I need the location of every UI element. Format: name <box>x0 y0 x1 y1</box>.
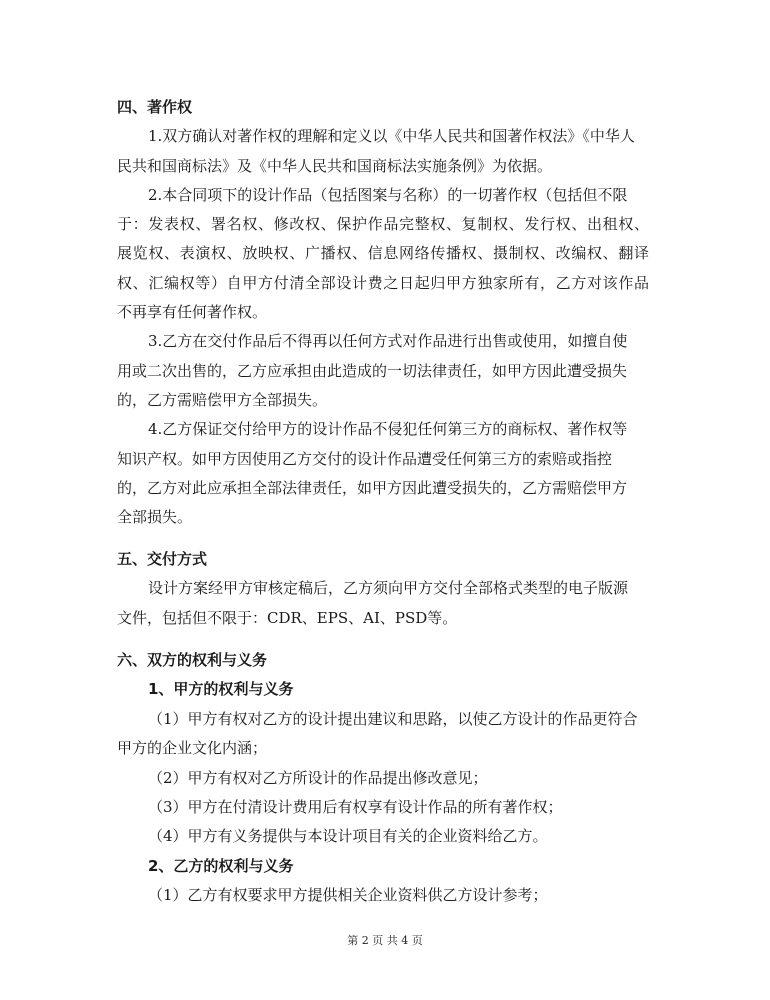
paragraph-line: 甲方的企业文化内涵； <box>117 739 268 757</box>
paragraph-line: 展览权、表演权、放映权、广播权、信息网络传播权、摄制权、改编权、翻译 <box>117 244 649 262</box>
paragraph-line: 1.双方确认对著作权的理解和定义以《中华人民共和国著作权法》《中华人 <box>148 127 635 145</box>
paragraph-line: 民共和国商标法》及《中华人民共和国商标法实施条例》为依据。 <box>117 157 553 175</box>
paragraph-line: 用或二次出售的，乙方应承担由此造成的一切法律责任，如甲方因此遭受损失 <box>117 362 628 380</box>
paragraph-line: （1）甲方有权对乙方的设计提出建议和思路，以使乙方设计的作品更符合 <box>148 710 638 728</box>
paragraph-line: 的，乙方对此应承担全部法律责任，如甲方因此遭受损失的，乙方需赔偿甲方 <box>117 479 628 497</box>
paragraph-line: 文件，包括但不限于：CDR、EPS、AI、PSD等。 <box>117 609 458 627</box>
paragraph-line: 设计方案经甲方审核定稿后，乙方须向甲方交付全部格式类型的电子版源 <box>148 579 629 597</box>
paragraph-line: 知识产权。如甲方因使用乙方交付的设计作品遭受任何第三方的索赔或指控 <box>117 450 613 468</box>
paragraph-line: （3）甲方在付清设计费用后有权享有设计作品的所有著作权； <box>148 798 563 816</box>
paragraph-line: 不再享有任何著作权。 <box>117 303 268 321</box>
paragraph-line: （1）乙方有权要求甲方提供相关企业资料供乙方设计参考； <box>148 886 548 904</box>
page-number-footer: 第 2 页 共 4 页 <box>347 934 423 947</box>
subsection-heading-party-b: 2、乙方的权利与义务 <box>148 857 294 875</box>
paragraph-line: （4）甲方有义务提供与本设计项目有关的企业资料给乙方。 <box>148 827 548 845</box>
paragraph-line: 的，乙方需赔偿甲方全部损失。 <box>117 391 328 409</box>
paragraph-line: 2.本合同项下的设计作品（包括图案与名称）的一切著作权（包括但不限 <box>148 186 628 204</box>
subsection-heading-party-a: 1、甲方的权利与义务 <box>148 680 294 698</box>
section-heading-copyright: 四、著作权 <box>117 98 193 116</box>
paragraph-line: 4.乙方保证交付给甲方的设计作品不侵犯任何第三方的商标权、著作权等 <box>148 420 628 438</box>
paragraph-line: （2）甲方有权对乙方所设计的作品提出修改意见； <box>148 769 488 787</box>
section-heading-rights-obligations: 六、双方的权利与义务 <box>117 651 268 669</box>
paragraph-line: 3.乙方在交付作品后不得再以任何方式对作品进行出售或使用，如擅自使 <box>148 332 628 350</box>
paragraph-line: 于：发表权、署名权、修改权、保护作品完整权、复制权、发行权、出租权、 <box>117 215 649 233</box>
section-heading-delivery: 五、交付方式 <box>117 550 208 568</box>
paragraph-line: 全部损失。 <box>117 508 193 526</box>
paragraph-line: 权、汇编权等）自甲方付清全部设计费之日起归甲方独家所有，乙方对该作品 <box>117 274 649 292</box>
